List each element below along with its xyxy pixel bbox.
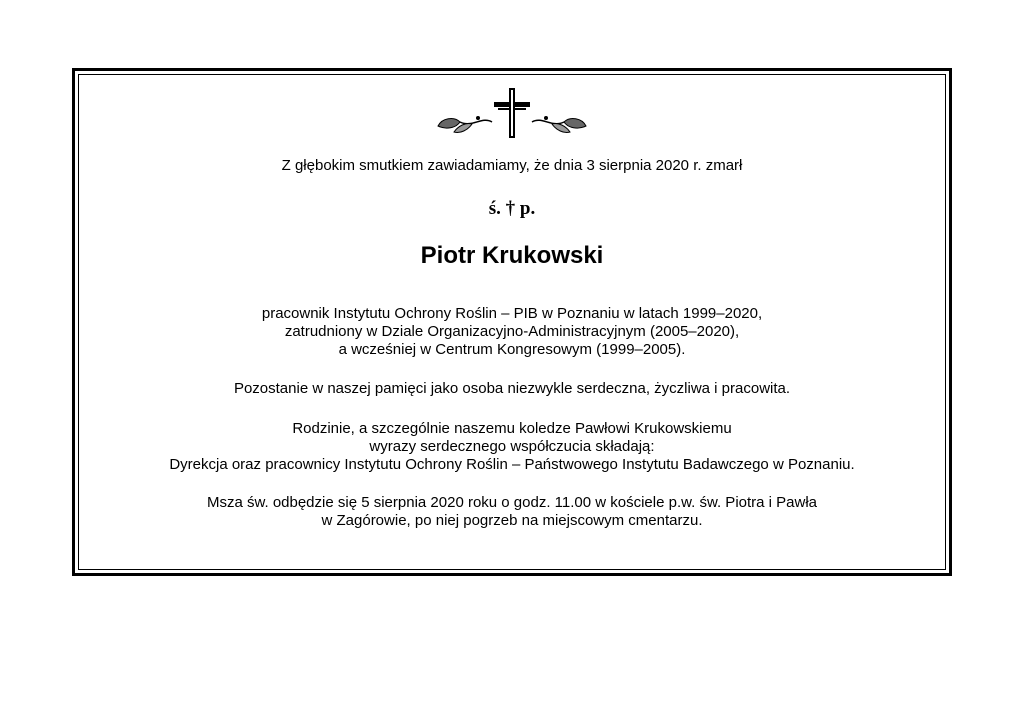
- condolences-line: wyrazy serdecznego współczucia składają:: [369, 438, 655, 455]
- condolences-line: Rodzinie, a szczególnie naszemu koledze Pawłowi Krukowskiemu: [292, 420, 732, 437]
- mass-block: [80, 494, 944, 530]
- memory-block: [80, 380, 944, 398]
- condolences-block: [80, 420, 944, 474]
- career-line: a wcześniej w Centrum Kongresowym (1999–2005).: [338, 341, 686, 358]
- deceased-name: Piotr Krukowski: [420, 242, 604, 269]
- career-block: [80, 305, 944, 359]
- intro-text: Z głębokim smutkiem zawiadamiamy, że dnia 3 sierpnia 2020 r. zmarł: [281, 157, 743, 174]
- condolences-line: Dyrekcja oraz pracownicy Instytutu Ochrony Roślin – Państwowego Instytutu Badawczego w Poznaniu.: [169, 456, 855, 473]
- career-line: zatrudniony w Dziale Organizacyjno-Administracyjnym (2005–2020),: [284, 323, 740, 340]
- mass-line: w Zagórowie, po niej pogrzeb na miejscowym cmentarzu.: [321, 512, 703, 529]
- career-line: pracownik Instytutu Ochrony Roślin – PIB w Poznaniu w latach 1999–2020,: [261, 305, 763, 322]
- mass-line: Msza św. odbędzie się 5 sierpnia 2020 roku o godz. 11.00 w kościele p.w. św. Piotra i Pawła: [206, 494, 818, 511]
- cross-with-leaves-icon: [432, 86, 592, 142]
- honorific: ś. † p.: [488, 198, 536, 219]
- memory-text: Pozostanie w naszej pamięci jako osoba niezwykle serdeczna, życzliwa i pracowita.: [233, 380, 791, 397]
